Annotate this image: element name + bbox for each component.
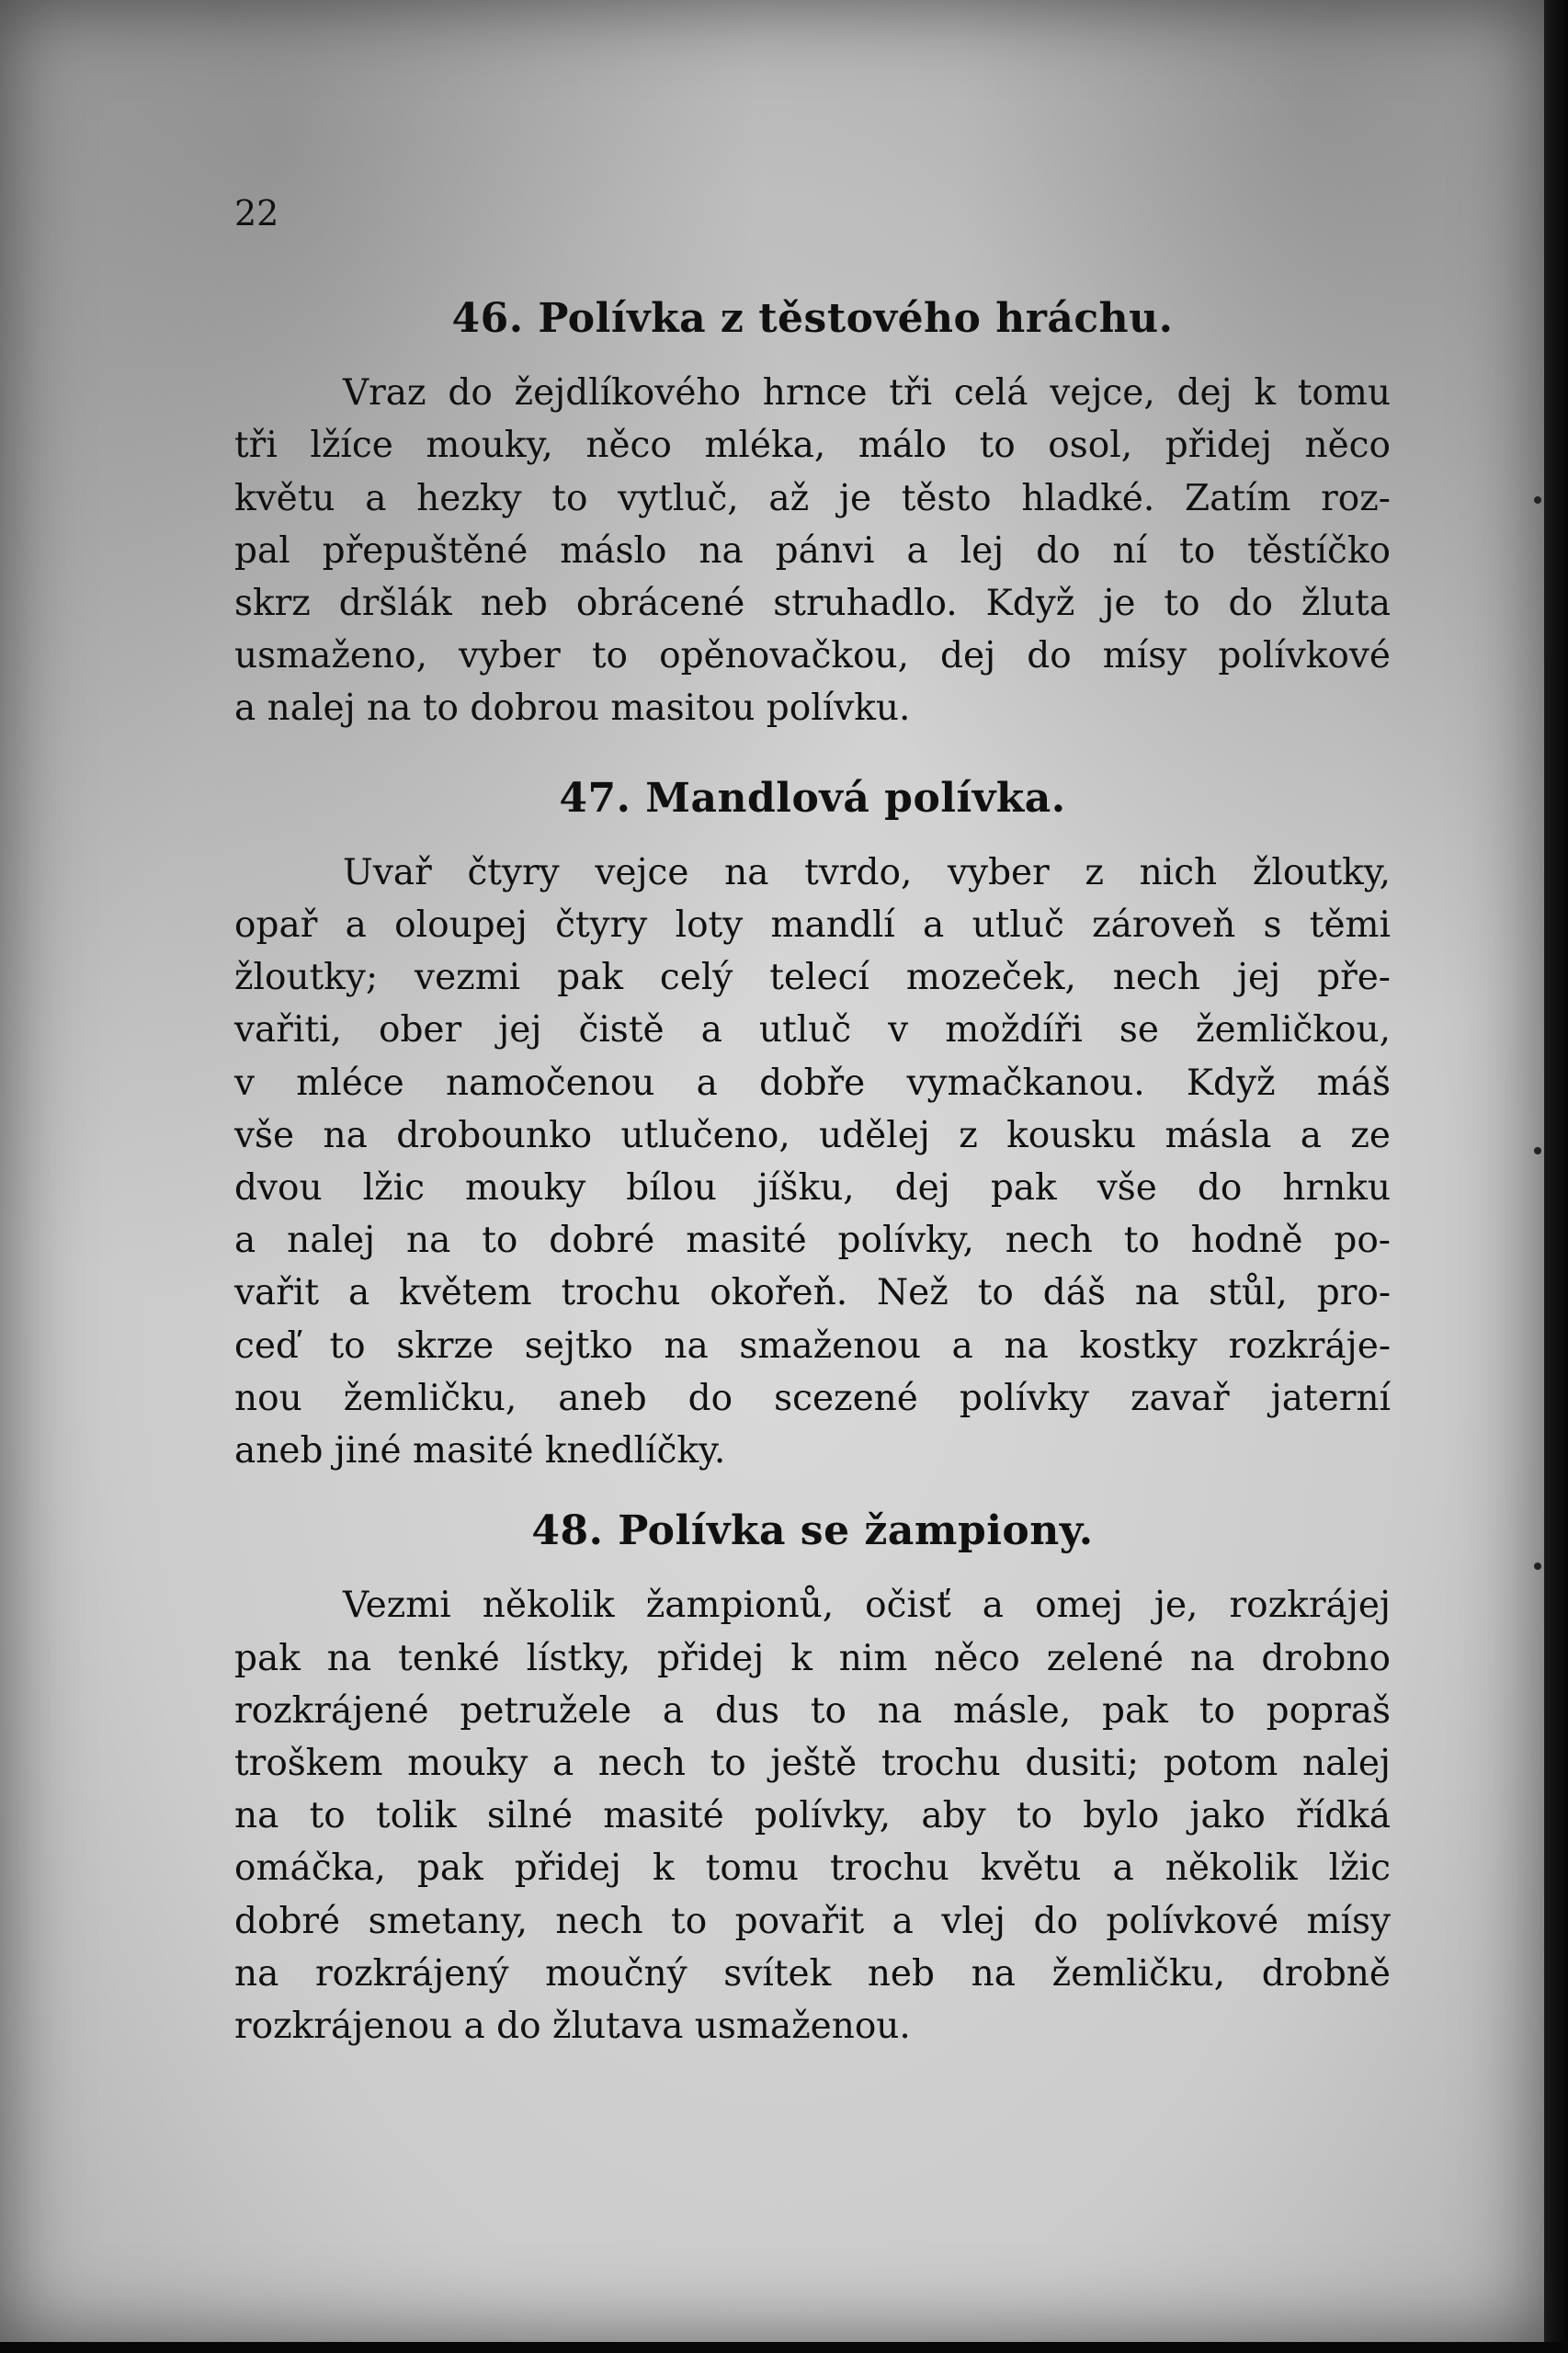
text-line: vše na drobounko utlučeno, udělej z kousku másla a ze <box>234 1114 1391 1156</box>
scan-speck <box>1534 1563 1541 1570</box>
page-number: 22 <box>234 193 279 233</box>
text-line: skrz dršlák neb obrácené struhadlo. Když je to do žluta <box>234 583 1391 625</box>
text-line: žloutky; vezmi pak celý telecí mozeček, nech jej pře- <box>234 957 1391 999</box>
text-line: a nalej na to dobré masité polívky, nech to hodně po- <box>234 1220 1391 1262</box>
text-line: v mléce namočenou a dobře vymačkanou. Když máš <box>234 1062 1391 1104</box>
scan-speck <box>1534 496 1541 504</box>
recipe-48-text <box>234 1579 1391 2052</box>
recipe-47-text <box>234 847 1391 1477</box>
text-line: pak na tenké lístky, přidej k nim něco zelené na drobno <box>234 1637 1391 1679</box>
text-line: na rozkrájený moučný svítek neb na žemličku, drobně <box>234 1952 1391 1995</box>
text-line: dobré smetany, nech to povařit a vlej do polívkové mísy <box>234 1900 1391 1942</box>
text-line: nou žemličku, aneb do scezené polívky zavař jaterní <box>234 1377 1391 1419</box>
text-line: opař a oloupej čtyry loty mandlí a utluč zároveň s těmi <box>234 904 1391 947</box>
recipe-46-title: 46. Polívka z těstového hráchu. <box>451 295 1174 342</box>
text-line: dvou lžic mouky bílou jíšku, dej pak vše do hrnku <box>234 1167 1391 1210</box>
text-line: na to tolik silné masité polívky, aby to bylo jako řídká <box>234 1795 1391 1837</box>
text-line: Vezmi několik žampionů, očisť a omej je, rozkrájej <box>343 1585 1391 1627</box>
text-line: vařiti, ober jej čistě a utluč v moždíři se žemličkou, <box>234 1009 1391 1051</box>
text-line: ceď to skrze sejtko na smaženou a na kostky rozkráje- <box>234 1324 1391 1367</box>
recipe-46-text <box>234 367 1391 734</box>
text-line: troškem mouky a nech to ještě trochu dusiti; potom nalej <box>234 1743 1391 1785</box>
text-line: omáčka, pak přidej k tomu trochu květu a několik lžic <box>234 1847 1391 1890</box>
text-line: Uvař čtyry vejce na tvrdo, vyber z nich žloutky, <box>343 851 1391 893</box>
text-line: vařit a květem trochu okořeň. Než to dáš na stůl, pro- <box>234 1272 1391 1314</box>
text-line: květu a hezky to vytluč, až je těsto hladké. Zatím roz- <box>234 477 1391 519</box>
recipe-47-title: 47. Mandlová polívka. <box>559 774 1066 822</box>
text-line: usmaženo, vyber to opěnovačkou, dej do mísy polívkové <box>234 635 1391 677</box>
text-line: pal přepuštěné máslo na pánvi a lej do ní to těstíčko <box>234 529 1391 572</box>
text-line: rozkrájenou a do žlutava usmaženou. <box>234 2006 911 2048</box>
text-line: tři lžíce mouky, něco mléka, málo to osol, přidej něco <box>234 425 1391 467</box>
recipe-48-title: 48. Polívka se žampiony. <box>531 1507 1094 1555</box>
text-line: Vraz do žejdlíkového hrnce tři celá vejce, dej k tomu <box>343 372 1391 415</box>
page-bottom-shadow <box>0 2342 1568 2353</box>
text-line: a nalej na to dobrou masitou polívku. <box>234 688 911 730</box>
page-edge-shadow <box>1544 0 1568 2353</box>
page-content <box>234 292 1391 2052</box>
scan-speck <box>1534 1147 1541 1154</box>
text-line: aneb jiné masité knedlíčky. <box>234 1430 726 1472</box>
text-line: rozkrájené petružele a dus to na másle, pak to popraš <box>234 1689 1391 1732</box>
